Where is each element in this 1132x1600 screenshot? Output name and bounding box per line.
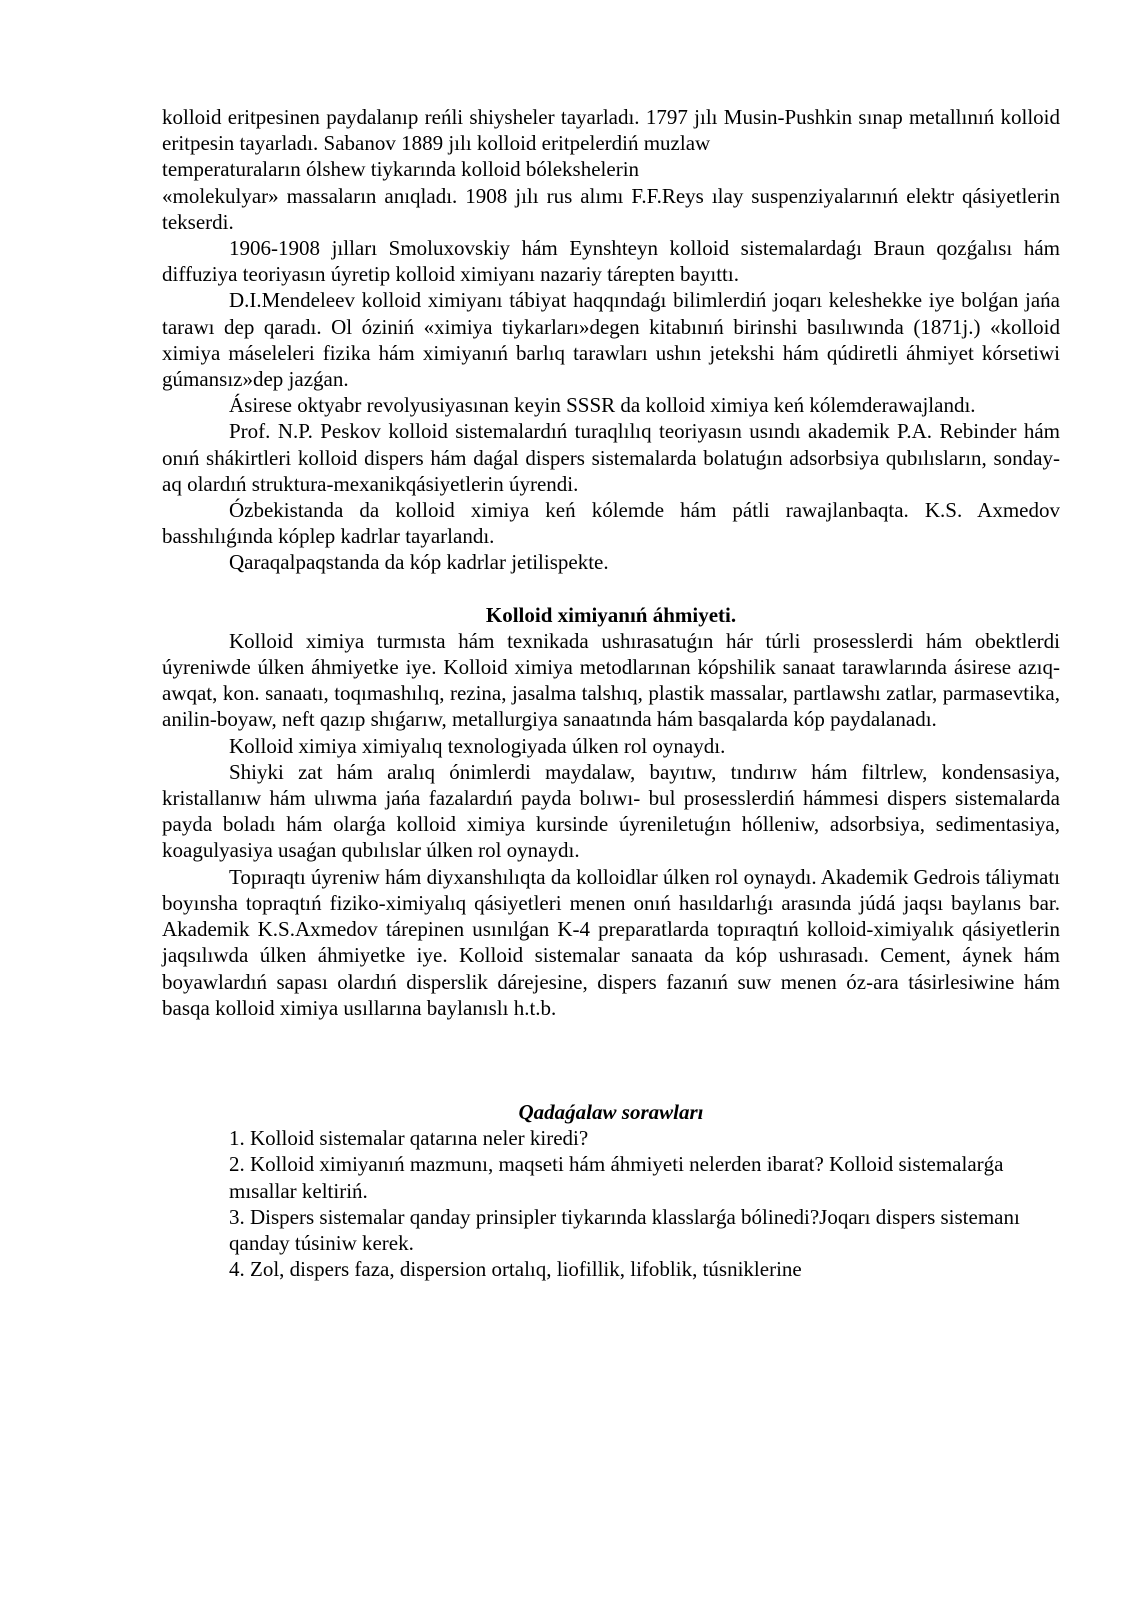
paragraph-importance: Kolloid ximiya turmısta hám texnikada ushırasatuǵın hár túrli prosesslerdi hám obektlerdi úyreniwde úlken áhmiyetke iye. Kolloid ximiya metodlarınan kópshilik sanaat tarawlarında ásirese azıq-awqat, kon. sanaatı, toqımashılıq, rezina, jasalma talshıq, plastik massalar, partlawshı zatlar, parmasevtika, anilin-boyaw, neft qazıp shıǵarıw, metallurgiya sanaatında hám basqalarda kóp paydalanadı. <box>162 628 1060 732</box>
paragraph-ussr: Ásirese oktyabr revolyusiyasınan keyin SSSR da kolloid ximiya keń kólemderawajlandı. <box>229 393 976 418</box>
questions-heading: Qadaǵalaw sorawları <box>518 1099 704 1124</box>
question-item: 2. Kolloid ximiyanıń mazmunı, maqseti hám áhmiyeti nelerden ibarat? Kolloid sistemalarǵa mısallar keltiriń. <box>229 1152 1004 1203</box>
question-item: 4. Zol, dispers faza, dispersion ortalıq, liofillik, lifoblik, túsniklerine <box>229 1257 802 1282</box>
spacer <box>162 576 1060 602</box>
section-heading: Kolloid ximiyanıń áhmiyeti. <box>485 602 737 627</box>
document-page <box>162 104 1060 1282</box>
opening-paragraph-cont: «molekulyar» massaların anıqladı. 1908 jılı rus alımı F.F.Reys ılay suspenziyalarınıń elektr qásiyetlerin tekserdi. <box>162 183 1060 234</box>
paragraph-karakalpakstan: Qaraqalpaqstanda da kóp kadrlar jetilispekte. <box>229 550 609 575</box>
paragraph-uzbekistan: Ózbekistanda da kolloid ximiya keń kólemde hám pátli rawajlanbaqta. K.S. Axmedov basshılıǵında kóplep kadrlar tayarlandı. <box>162 498 1060 549</box>
opening-line: temperaturaların ólshew tiykarında kolloid bólekshelerin <box>162 157 640 182</box>
paragraph-soil: Topıraqtı úyreniw hám diyxanshılıqta da kolloidlar úlken rol oynaydı. Akademik Gedrois táliymatı boyınsha topraqtıń fiziko-ximiyalıq qásiyetleri menen onıń hasıldarlıǵı arasında júdá jaqsı baylanıs bar. Akademik K.S.Axmedov tárepinen usınılǵan K-4 preparatlarda topıraqtıń kolloid-ximiyalık qásiyetlerin jaqsılıwda úlken áhmiyetke iye. Kolloid sistemalar sanaata da kóp ushırasadı. Cement, áynek hám boyawlardıń sapası olardıń disperslik dárejesine, dispers fazanıń suw menen óz-ara tásirlesiwine hám basqa kolloid ximiya usıllarına baylanıslı h.t.b. <box>162 864 1060 1020</box>
question-item: 1. Kolloid sistemalar qatarına neler kiredi? <box>229 1126 589 1151</box>
spacer <box>162 1021 1060 1099</box>
paragraph-peskov: Prof. N.P. Peskov kolloid sistemalardıń turaqlılıq teoriyasın usındı akademik P.A. Rebinder hám onıń shákirtleri kolloid dispers hám daǵal dispers sistemalarda bolatuǵın adsorbsiya qubılısların, sonday-aq olardıń struktura-mexanikqásiyetlerin úyrendi. <box>162 419 1060 496</box>
question-item: 3. Dispers sistemalar qanday prinsipler tiykarında klasslarǵa bólinedi?Joqarı dispers sistemanı qanday túsiniw kerek. <box>229 1204 1020 1255</box>
paragraph-smoluchowski: 1906-1908 jılları Smoluxovskiy hám Eynshteyn kolloid sistemalardaǵı Braun qozǵalısı hám diffuziya teoriyasın úyretip kolloid ximiyanı nazariy tárepten bayıttı. <box>162 236 1060 287</box>
paragraph-mendeleev: D.I.Mendeleev kolloid ximiyanı tábiyat haqqındaǵı bilimlerdiń joqarı keleshekke iye bolǵan jańa tarawı dep qaradı. Ol óziniń «ximiya tiykarları»degen kitabınıń birinshi basılıwında (1871j.) «kolloid ximiya máseleleri fizika hám ximiyanıń barlıq tarawları ushın jetekshi hám qúdiretli áhmiyet kórsetiwi gúmansız»dep jazǵan. <box>162 288 1060 392</box>
paragraph-chem-tech: Kolloid ximiya ximiyalıq texnologiyada úlken rol oynaydı. <box>229 733 726 758</box>
questions-list <box>162 1125 1060 1282</box>
paragraph-processes: Shiyki zat hám aralıq ónimlerdi maydalaw, bayıtıw, tındırıw hám filtrlew, kondensasiya, kristallanıw hám ulıwma jańa fazalardıń payda bolıwı- bul prosesslerdiń hámmesi dispers sistemalarda payda boladı hám olarǵa kolloid ximiya kursinde úyreniletuǵın hólleniw, adsorbsiya, sedimentasiya, koagulyasiya usaǵan qubılıslar úlken rol oynaydı. <box>162 759 1060 863</box>
opening-paragraph: kolloid eritpesinen paydalanıp reńli shiysheler tayarladı. 1797 jılı Musin-Pushkin sınap metallınıń kolloid eritpesin tayarladı. Sabanov 1889 jılı kolloid eritpelerdiń muzlaw <box>162 105 1060 156</box>
